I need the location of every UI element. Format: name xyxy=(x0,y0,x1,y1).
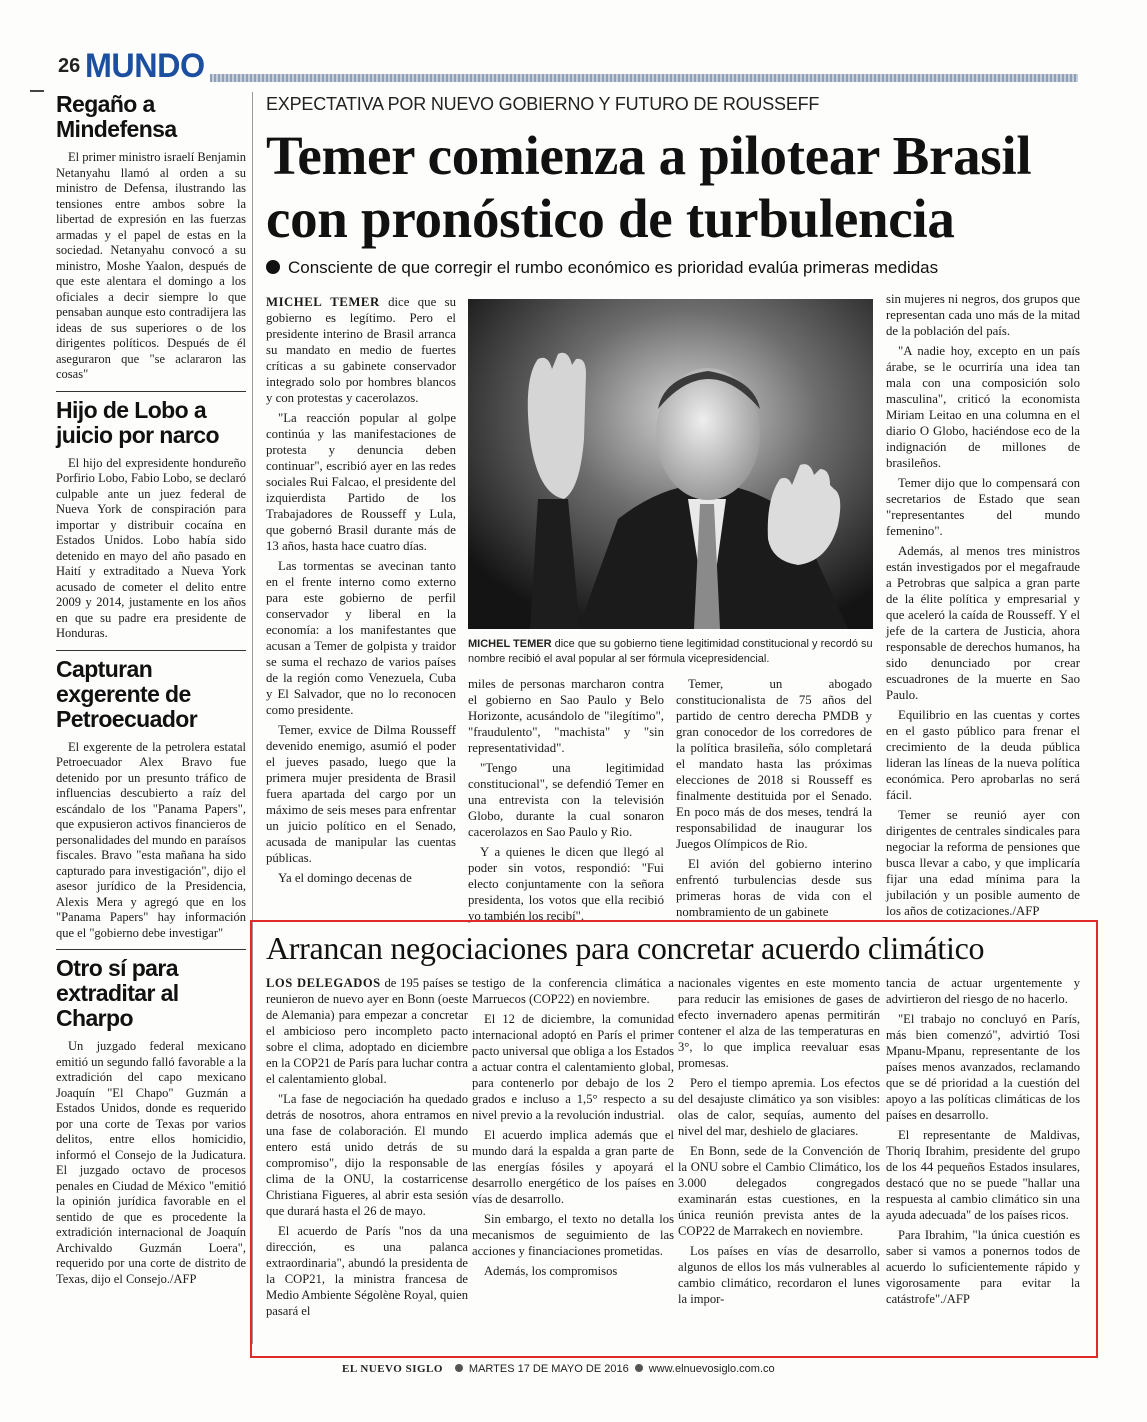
brief-body: El primer ministro israelí Benjamin Netanyahu llamó al orden a su ministro de Defensa, ilustrando las tensiones entre ambos sobre la libertad de expresión en las fuerzas armadas y el papel de estas en la sociedad. Netanyahu convocó a su ministro, Moshe Yaalon, después de que este alentara el domingo a los oficiales a decir siempre lo que pensaban aunque esto contradijera las ideas de sus superiores o de los dirigentes políticos. Después de él aseguraron que "se aclararon las cosas" xyxy=(56,150,246,381)
caption-lead: MICHEL TEMER xyxy=(468,638,552,650)
paragraph: El representante de Maldivas, Thoriq Ibrahim, presidente del grupo de los 44 pequeños Estados insulares, destacó que no se puede "hallar una respuesta al cambio climático sin una ayuda adecuada" de los países ricos. xyxy=(886,1128,1080,1222)
paragraph: En Bonn, sede de la Convención de la ONU sobre el Cambio Climático, los 3.000 delegados congregados examinarán estas cuestiones, en la única reunión prevista antes de la COP22 de Marrakech en noviembre. xyxy=(678,1144,880,1238)
paragraph: tancia de actuar urgentemente y advirtieron del riesgo de no hacerlo. xyxy=(886,976,1080,1006)
portrait-illustration xyxy=(468,299,873,629)
paragraph: nacionales vigentes en este momento para reducir las emisiones de gases de efecto invernadero apenas permitirán contener el alza de las temperaturas en 3°, lo que implica reevaluar esas promesas. xyxy=(678,976,880,1070)
paragraph: "Tengo una legitimidad constitucional", se defendió Temer en una entrevista con la televisión Globo, durante la cual sonaron cacerolazos en Sao Paulo y Rio. xyxy=(468,761,664,839)
box-column-1 xyxy=(266,975,468,1323)
lead-words: MICHEL TEMER xyxy=(266,295,380,309)
story-kicker: EXPECTATIVA POR NUEVO GOBIERNO Y FUTURO DE ROUSSEFF xyxy=(266,94,820,114)
footer-url: www.elnuevosiglo.com.co xyxy=(648,1363,775,1375)
paragraph: Temer dijo que lo compensará con secretarios de Estado que sean "representantes del mundo femenino". xyxy=(886,476,1080,538)
paragraph: Los países en vías de desarrollo, algunos de ellos los más vulnerables al cambio climático, recordaron el lunes la impor- xyxy=(678,1244,880,1306)
paragraph: "La reacción popular al golpe continúa y las manifestaciones de protesta y denuncia deben continuar", escribió ayer en las redes sociales Rui Falcao, el presidente del izquierdista Partido de los Trabajadores de Rousseff y Lula, que gobernó Brasil durante más de 13 años, hasta hace cuatro días. xyxy=(266,411,456,553)
photo-caption xyxy=(468,637,873,667)
paragraph: Temer, exvice de Dilma Rousseff devenido enemigo, asumió el poder el jueves pasado, luego que la primera mujer presidenta de Brasil fuera apartada del cargo por un máximo de seis meses para enfrentar un juicio político en el Senado, acusada de manipular las cuentas públicas. xyxy=(266,723,456,865)
brief-title: Capturan exgerente de Petroecuador xyxy=(56,655,198,732)
paragraph: miles de personas marcharon contra el gobierno en Sao Paulo y Belo Horizonte, acusándolo de "ilegítimo", "fraudulento", "machista" y "sin representatividad". xyxy=(468,677,664,755)
paragraph: Sin embargo, el texto no detalla los mecanismos de seguimiento de las acciones y financiaciones prometidas. xyxy=(472,1212,674,1258)
brief-item xyxy=(56,950,246,1295)
paragraph: El acuerdo de París "nos da una dirección, es una palanca extraordinaria", abundó la presidenta de la COP21, la ministra francesa de Medio Ambiente Ségolène Royal, quien pasará el xyxy=(266,1224,468,1318)
box-column-4 xyxy=(886,975,1080,1311)
paragraph: El 12 de diciembre, la comunidad internacional adoptó en París el primer pacto universal que obliga a los Estados a actuar contra el calentamiento global, para contenerlo por debajo de los 2 grados e incluso a 1,5° respecto a su nivel previo a la revolución industrial. xyxy=(472,1012,674,1122)
paragraph: testigo de la conferencia climática a Marruecos (COP22) en noviembre. xyxy=(472,976,674,1006)
box-column-3 xyxy=(678,975,880,1311)
page-number: 26 xyxy=(58,55,81,77)
newspaper-logo: EL NUEVO SIGLO xyxy=(342,1363,443,1375)
brief-title: Regaño a Mindefensa xyxy=(56,91,177,142)
lead-words: LOS DELEGADOS xyxy=(266,976,381,990)
brief-body: El hijo del expresidente hondureño Porfirio Lobo, Fabio Lobo, se declaró culpable ante un juez federal de Nueva York de conspiración para importar y distribuir cocaína en Estados Unidos. Lobo había sido detenido en mayo del año pasado en Haití y extraditado a Nueva York acusado de cometer el delito entre 2009 y 2014, justamente en los años en que su padre era presidente de Honduras. xyxy=(56,455,246,640)
margin-mark xyxy=(30,90,44,92)
section-title: MUNDO xyxy=(85,47,205,85)
box-column-2 xyxy=(472,975,674,1283)
dot-icon xyxy=(635,1364,643,1372)
paragraph: sin mujeres ni negros, dos grupos que representan cada uno más de la mitad de la población del país. xyxy=(886,292,1080,338)
caption-text: dice que su gobierno tiene legitimidad constitucional y recordó su nombre recibió el aval popular al ser fórmula vicepresidencial. xyxy=(468,638,873,665)
bullet-icon xyxy=(266,260,280,274)
paragraph: "La fase de negociación ha quedado detrás de nosotros, ahora entramos en una fase de colaboración. El mundo entero está unido detrás de su compromiso", dijo la responsable de clima de la ONU, la costarricense Christiana Figueres, al abrir esta sesión que durará hasta el 26 de mayo. xyxy=(266,1092,468,1218)
deck-text: Consciente de que corregir el rumbo económico es prioridad evalúa primeras medidas xyxy=(288,258,939,277)
story-column-4 xyxy=(886,291,1080,923)
story-column-2 xyxy=(468,676,664,928)
story-column-3 xyxy=(676,676,872,924)
paragraph: de 195 países se reunieron de nuevo ayer en Bonn (oeste de Alemania) para empezar a concretar el ambicioso pero incompleto pacto sobre el clima, adoptado en diciembre en la COP21 de París para luchar contra el calentamiento global. xyxy=(266,976,469,1086)
brief-title: Otro sí para extraditar al Charpo xyxy=(56,955,179,1031)
header-rule xyxy=(210,74,1078,82)
box-headline: Arrancan negociaciones para concretar acuerdo climático xyxy=(266,930,985,966)
footer-date: MARTES 17 DE MAYO DE 2016 xyxy=(468,1363,629,1375)
brief-item xyxy=(56,651,246,951)
brief-item xyxy=(56,392,246,651)
brief-body: Un juzgado federal mexicano emitió un segundo falló favorable a la extradición del capo mexicano Joaquín "El Chapo" Guzmán a Estados Unidos, donde es requerido por una corte de Texas por varios delitos, entre ellos homicidio, informó el Consejo de la Judicatura. El juzgado octavo de procesos penales en Ciudad de México "emitió la opinión jurídica favorable en el sentido de que es procedente la extradición internacional de Joaquín Archivaldo Guzmán Loera", requerido por una corte de distrito de Texas, dijo el Consejo./AFP xyxy=(56,1039,246,1286)
paragraph: El acuerdo implica además que el mundo dará la espalda a gran parte de las energías fósiles y apoyará el desarrollo energético de los países en vías de desarrollo. xyxy=(472,1128,674,1206)
paragraph: "A nadie hoy, excepto en un país árabe, se le ocurriría una idea tan mala con una composición solo masculina", criticó la economista Miriam Leitao en una columna en el diario O Globo, haciéndose eco de la indignación de millones de brasileños. xyxy=(886,344,1080,470)
paragraph: Las tormentas se avecinan tanto en el frente interno como externo para este gobierno de perfil conservador y liberal en la economía: a los manifestantes que acusan a Temer de golpista y traidor se suma el rechazo de varios países de la región como Venezuela, Cuba y El Salvador, que no lo reconocen como presidente. xyxy=(266,559,456,717)
brief-item xyxy=(56,92,246,392)
paragraph: El avión del gobierno interino enfrentó turbulencias desde sus primeras horas de vida con el nombramiento de un gabinete xyxy=(676,857,872,919)
paragraph: Además, al menos tres ministros están investigados por el megafraude a Petrobras que salpica a gran parte de la élite política y empresarial y que aceleró la caída de Rousseff. Y el jefe de la cartera de Justicia, ahora responsable de derechos humanos, ha sido denunciado por crear escuadrones de la muerte en Sao Paulo. xyxy=(886,544,1080,702)
story-headline: Temer comienza a pilotear Brasil con pronóstico de turbulencia xyxy=(266,125,1032,249)
paragraph: "El trabajo no concluyó en París, más bien comenzó", advirtió Tosi Mpanu-Mpanu, representante de los países menos avanzados, reclamando que se dé prioridad a la cuestión del apoyo a las políticas climáticas de los países en desarrollo. xyxy=(886,1012,1080,1122)
paragraph: Temer se reunió ayer con dirigentes de centrales sindicales para negociar la reforma de pensiones que busca llevar a cabo, y que implicaría fijar una edad mínima para la jubilación y un posible aumento de los años de cotizaciones./AFP xyxy=(886,808,1080,918)
page-footer xyxy=(342,1363,775,1375)
paragraph: Ya el domingo decenas de xyxy=(278,871,412,885)
brief-body: El exgerente de la petrolera estatal Petroecuador Alex Bravo fue detenido por un presunto tráfico de influencias descubierto a raíz del escándalo de los "Panama Papers", que expusieron activos financieros de personalidades del mundo en paraísos fiscales. Bravo "esta mañana ha sido capturado para investigación", dijo el asesor jurídico de la Presidencia, Alexis Mera y agregó que en los "Panama Papers" hay información que el "gobierno debe investigar" xyxy=(56,739,246,940)
paragraph: Y a quienes le dicen que llegó al poder sin votos, respondió: "Fui electo conjuntamente con la señora presidenta, los votos que ella recibió yo también los recibí". xyxy=(468,845,664,923)
paragraph: dice que su gobierno es legítimo. Pero el presidente interino de Brasil arranca su mandato en medio de fuertes críticas a su gabinete conservador integrado solo por hombres blancos y con protestas y cacerolazos. xyxy=(266,295,456,405)
news-photo xyxy=(468,299,873,629)
paragraph: Equilibrio en las cuentas y cortes en el gasto público para frenar el crecimiento de la deuda pública lideran las líneas de la nueva política económica. Pero aprobarlas no será fácil. xyxy=(886,708,1080,802)
paragraph: Pero el tiempo apremia. Los efectos del desajuste climático ya son visibles: olas de calor, sequías, aumento del nivel del mar, deshielo de glaciares. xyxy=(678,1076,880,1138)
story-deck xyxy=(266,258,938,278)
paragraph: Temer, un abogado constitucionalista de 75 años del partido de centro derecha PMDB y gran conocedor de los corredores de la política brasileña, sólo completará el mandato hasta las próximas elecciones de 2018 si Rousseff es finalmente destituida por el Senado. En poco más de dos meses, tendrá la responsabilidad de inaugurar los Juegos Olímpicos de Rio. xyxy=(676,677,872,851)
paragraph: Además, los compromisos xyxy=(484,1264,618,1278)
paragraph: Para Ibrahim, "la única cuestión es saber si vamos a ponernos todos de acuerdo lo suficientemente rápido y vigorosamente para evitar la catástrofe"./AFP xyxy=(886,1228,1080,1306)
dot-icon xyxy=(455,1364,463,1372)
brief-title: Hijo de Lobo a juicio por narco xyxy=(56,396,219,448)
story-column-1 xyxy=(266,294,456,890)
briefs-column xyxy=(56,92,246,1295)
